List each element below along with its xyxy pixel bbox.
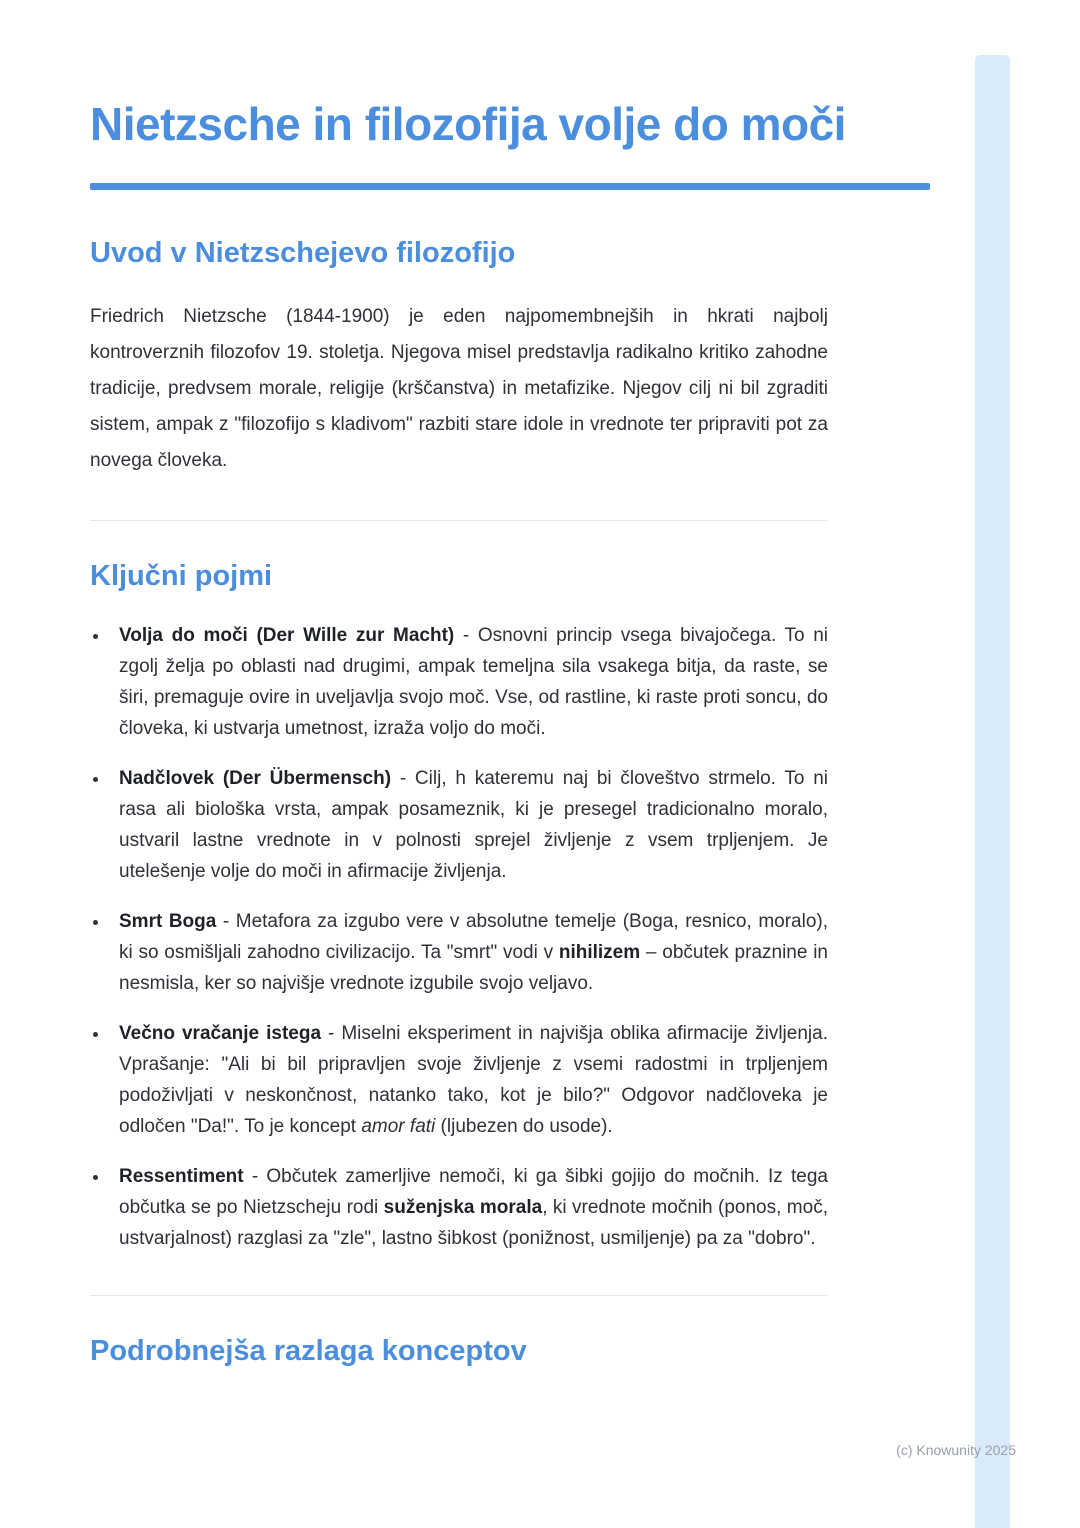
copyright-footer: (c) Knowunity 2025 xyxy=(896,1442,1016,1458)
text-segment: - Miselni eksperiment in najvišja oblika afirmacije življenja. Vprašanje: "Ali bi bil pripravljen svoje življenje z vsemi radostmi in trpljenjem podoživljati v neskončnost, natanko tako, kot je bilo?" Odgovor nadčloveka je odločen "Da!". To je koncept xyxy=(119,1023,828,1137)
concept-list-item xyxy=(110,764,828,888)
section-heading: Podrobnejša razlaga konceptov xyxy=(90,1334,527,1367)
text-segment: suženjska morala xyxy=(383,1196,543,1218)
section-heading: Ključni pojmi xyxy=(90,559,273,592)
text-segment: (ljubezen do usode). xyxy=(435,1115,613,1137)
text-segment: Nadčlovek (Der Übermensch) xyxy=(119,768,392,790)
text-segment: nihilizem xyxy=(558,942,641,964)
section-paragraph: Friedrich Nietzsche (1844-1900) je eden najpomembnejših in hkrati najbolj kontroverznih filozofov 19. stoletja. Njegova misel predstavlja radikalno kritiko zahodne tradicije, predvsem morale, religije (krščanstva) in metafizike. Njegov cilj ni bil zgraditi sistem, ampak z "filozofijo s kladivom" razbiti stare idole in vrednote ter pripraviti pot za novega človeka. xyxy=(90,306,828,472)
section-divider xyxy=(90,520,828,521)
concept-list-item xyxy=(110,1019,828,1143)
text-segment: - Občutek zamerljive nemoči, ki ga šibki gojijo do močnih. Iz tega občutka se po Nietzscheju rodi xyxy=(119,1165,828,1218)
page-title: Nietzsche in filozofija volje do moči xyxy=(90,98,846,150)
section-divider xyxy=(90,1295,828,1296)
concept-list-item xyxy=(110,907,828,1000)
concept-list-item xyxy=(110,621,828,745)
text-segment: Ressentiment xyxy=(119,1165,244,1187)
text-segment: – občutek praznine in nesmisla, ker so najvišje vrednote izgubile svojo veljavo. xyxy=(119,942,828,995)
text-segment: amor fati xyxy=(361,1115,436,1137)
text-segment: - Osnovni princip vsega bivajočega. To ni zgolj želja po oblasti nad drugimi, ampak temeljna sila vsakega bitja, da raste, se širi, premaguje ovire in uveljavlja svojo moč. Vse, od rastline, ki raste proti soncu, do človeka, ki ustvarja umetnost, izraža voljo do moči. xyxy=(119,625,828,740)
section-heading: Uvod v Nietzschejevo filozofijo xyxy=(90,237,516,270)
text-segment: Večno vračanje istega xyxy=(119,1023,322,1045)
text-segment: - Metafora za izgubo vere v absolutne temelje (Boga, resnico, moralo), ki so osmišljali zahodno civilizacijo. Ta "smrt" vodi v xyxy=(119,911,828,964)
document-content xyxy=(90,92,930,1397)
right-accent-strip xyxy=(975,55,1010,1528)
text-segment: Smrt Boga xyxy=(119,911,217,933)
key-concepts-list xyxy=(90,621,828,1254)
text-segment: , ki vrednote močnih (ponos, moč, ustvarjalnost) razglasi za "zle", lastno šibkost (ponižnost, usmiljenje) pa za "dobro". xyxy=(119,1196,828,1249)
text-segment: Volja do moči (Der Wille zur Macht) xyxy=(119,625,455,647)
sections-container xyxy=(90,236,930,1368)
title-divider xyxy=(90,183,930,190)
concept-list-item xyxy=(110,1162,828,1255)
text-segment: - Cilj, h kateremu naj bi človeštvo strmelo. To ni rasa ali biološka vrsta, ampak posameznik, ki je presegel tradicionalno moralo, ustvaril lastne vrednote in v polnosti sprejel življenje z vsem trpljenjem. Je utelešenje volje do moči in afirmacije življenja. xyxy=(119,768,829,883)
